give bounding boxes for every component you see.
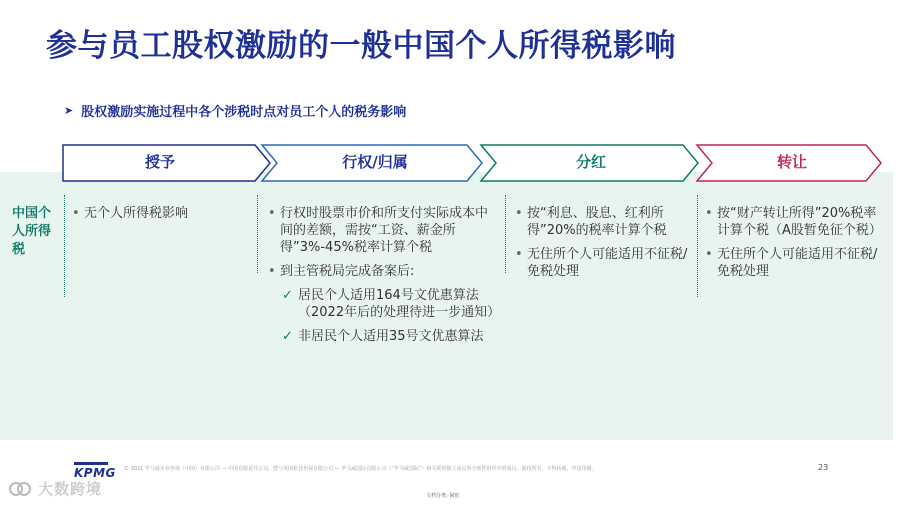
list-item: • 无住所个人可能适用不征税/免税处理 — [515, 246, 691, 280]
checkmark-item: ✓ 居民个人适用164号文优惠算法（2022年后的处理待进一步通知） — [282, 287, 496, 321]
list-item: • 按“财产转让所得”20%税率计算个税（A股暂免征个税） — [705, 205, 887, 239]
list-item: • 按“利息、股息、红利所得”20%的税率计算个税 — [515, 205, 691, 239]
step-label-vest: 行权/归属 — [342, 153, 408, 171]
page-number: 23 — [818, 463, 829, 472]
kpmg-logo: KPMG — [74, 466, 116, 480]
step-label-dividend: 分红 — [575, 153, 606, 171]
list-item: • 无住所个人可能适用不征税/免税处理 — [705, 246, 887, 280]
column-dividend — [515, 205, 691, 287]
document-classification: 文档分类: 保密 — [426, 493, 460, 499]
column-transfer — [705, 205, 887, 287]
row-label-china-iit: 中国个人所得税 — [12, 206, 52, 257]
subtitle-row — [64, 101, 406, 120]
list-item: • 行权时股票市价和所支付实际成本中间的差额，需按“工资、薪金所得”3%-45%税率计算个税 — [268, 205, 496, 256]
list-item: • 到主管税局完成备案后: — [268, 263, 496, 280]
column-divider — [697, 195, 698, 297]
process-steps — [0, 143, 900, 183]
slide-subtitle: 股权激励实施过程中各个涉税时点对员工个人的税务影响 — [81, 105, 407, 120]
step-label-transfer: 转让 — [776, 153, 807, 171]
column-divider — [64, 195, 65, 297]
column-vest — [268, 205, 501, 352]
watermark — [8, 478, 102, 499]
copyright-notice: © 2021 毕马威企业咨询（中国）有限公司 — 中国有限责任公司，暨与英国私营担保有限公司 — 毕马威国际有限公司（“毕马威国际”）相关联的独立成员所全球性组织中的成员。版权所有，不得转载。中国印刷。 — [124, 466, 597, 472]
column-grant — [72, 205, 252, 229]
column-divider — [257, 195, 258, 273]
column-divider — [505, 195, 506, 273]
kpmg-logo-bar — [74, 462, 108, 465]
slide-title: 参与员工股权激励的一般中国个人所得税影响 — [46, 28, 676, 64]
watermark-text: 大数跨境 — [38, 480, 103, 498]
checkmark-item: ✓ 非居民个人适用35号文优惠算法 — [282, 328, 496, 345]
step-label-grant: 授予 — [144, 153, 175, 171]
watermark-logo-icon — [8, 479, 32, 499]
list-item: • 无个人所得税影响 — [72, 205, 252, 222]
arrow-bullet-icon: ➤ — [64, 104, 74, 117]
